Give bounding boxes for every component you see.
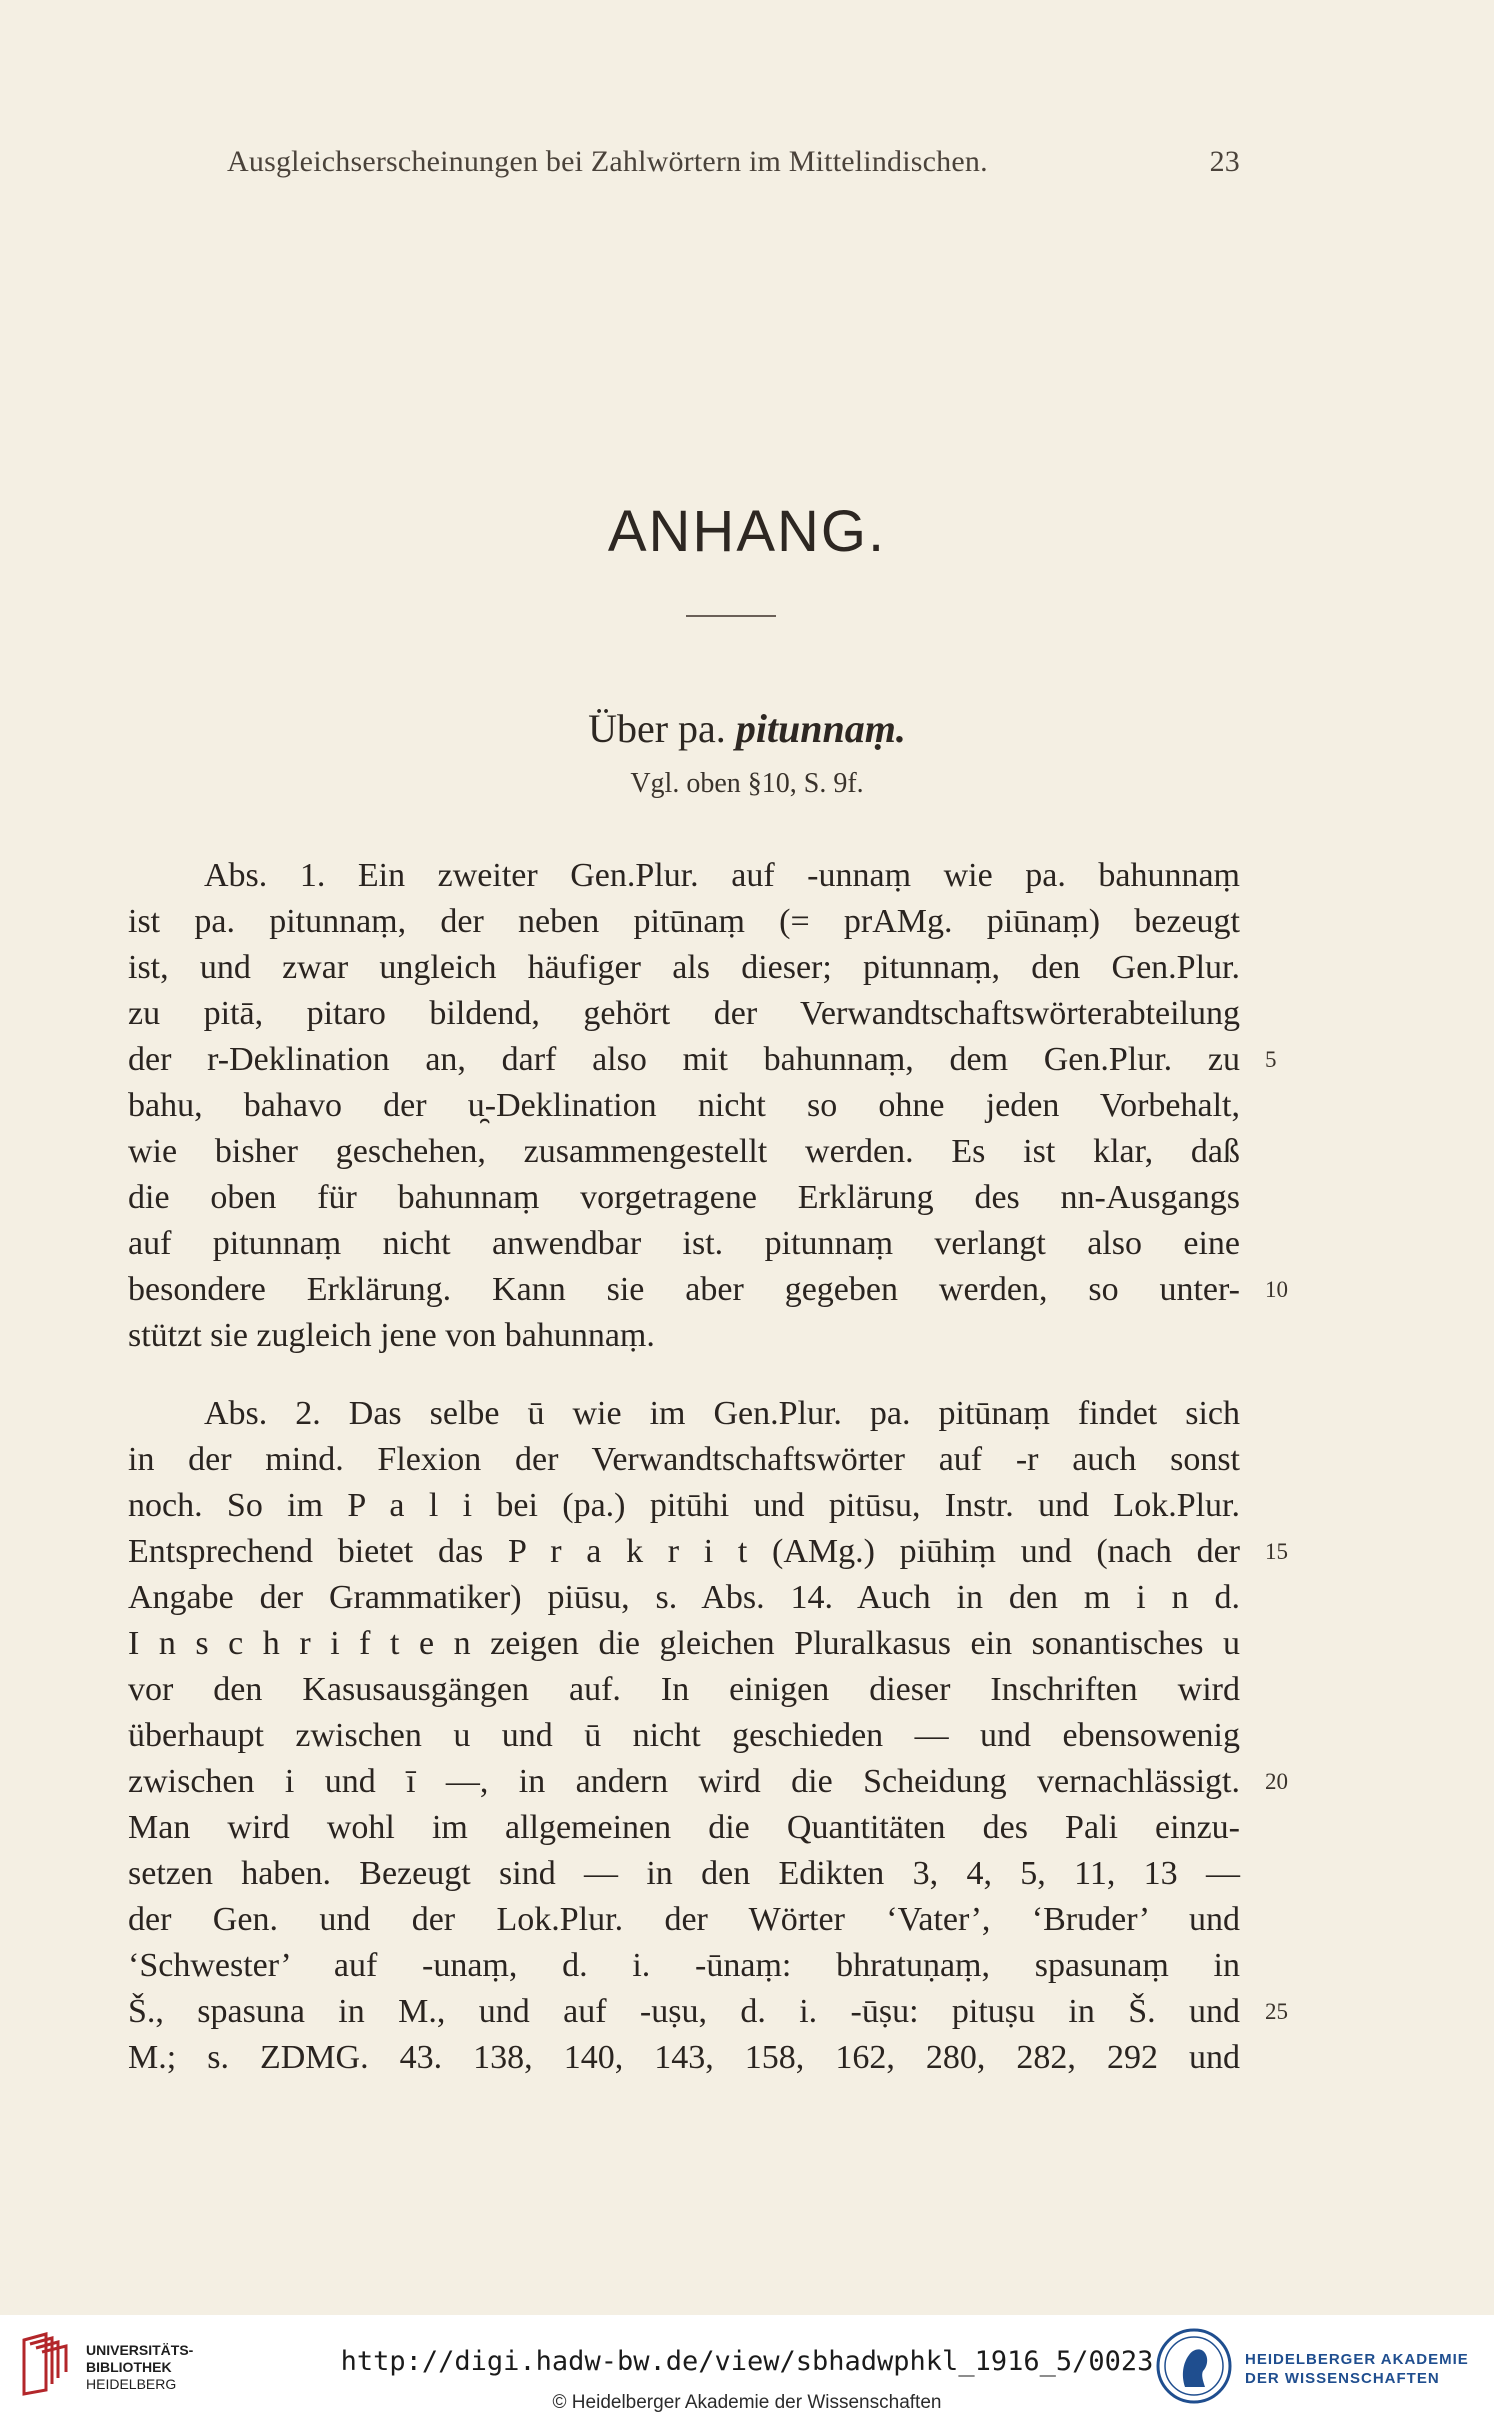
section-title (0, 705, 1494, 752)
heading-rule (686, 615, 776, 617)
text-line: stützt sie zugleich jene von bahunnaṃ. (128, 1317, 655, 1354)
text-line: bahu, bahavo der u̯-Deklination nicht so ohne jeden Vorbehalt, (128, 1087, 1240, 1124)
line-number: 25 (1265, 1999, 1288, 2024)
text-line: zu pitā, pitaro bildend, gehört der Verwandtschaftswörterabteilung (128, 995, 1240, 1032)
text-line: der r-Deklination an, darf also mit bahunnaṃ, dem Gen.Plur. zu (128, 1041, 1240, 1078)
page-number: 23 (1209, 145, 1240, 178)
text-line: M.; s. ZDMG. 43. 138, 140, 143, 158, 162, 280, 282, 292 und (128, 2039, 1240, 2076)
academy-seal-icon (1155, 2327, 1233, 2405)
text-line: zwischen i und ī —, in andern wird die Scheidung vernachlässigt. (128, 1763, 1240, 1800)
section-title-word: pitunnaṃ. (735, 706, 906, 751)
academy-name-line: HEIDELBERGER AKADEMIE (1245, 2351, 1469, 2368)
line-number: 10 (1265, 1277, 1288, 1302)
text-line: noch. So im P a l i bei (pa.) pitūhi und pitūsu, Instr. und Lok.Plur. (128, 1487, 1240, 1524)
text-line: ist, und zwar ungleich häufiger als dieser; pitunnaṃ, den Gen.Plur. (128, 949, 1240, 986)
text-line: auf pitunnaṃ nicht anwendbar ist. pitunnaṃ verlangt also eine (128, 1225, 1240, 1262)
permalink-url[interactable]: http://digi.hadw-bw.de/view/sbhadwphkl_1916_5/0023 (340, 2346, 1154, 2377)
library-name-line: BIBLIOTHEK (86, 2359, 172, 2375)
library-name-line: UNIVERSITÄTS- (86, 2342, 194, 2358)
text-line: Angabe der Grammatiker) piūsu, s. Abs. 14. Auch in den m i n d. (128, 1579, 1240, 1616)
copyright-notice: © Heidelberger Akademie der Wissenschaften (552, 2392, 942, 2413)
text-line: ist pa. pitunnaṃ, der neben pitūnaṃ (= prAMg. piūnaṃ) bezeugt (128, 903, 1240, 940)
section-subtitle: Vgl. oben §10, S. 9f. (630, 768, 864, 799)
text-line: Š., spasuna in M., und auf -uṣu, d. i. -ūṣu: pituṣu in Š. und (128, 1993, 1240, 2030)
text-line: Entsprechend bietet das P r a k r i t (AMg.) piūhiṃ und (nach der (128, 1533, 1240, 1570)
line-number: 15 (1265, 1539, 1288, 1564)
appendix-heading: ANHANG. (607, 499, 887, 564)
text-line: der Gen. und der Lok.Plur. der Wörter ‘Vater’, ‘Bruder’ und (128, 1901, 1240, 1938)
text-line: die oben für bahunnaṃ vorgetragene Erklärung des nn-Ausgangs (128, 1179, 1240, 1216)
line-number: 20 (1265, 1769, 1288, 1794)
section-title-prefix: Über pa. (588, 706, 726, 751)
text-line: I n s c h r i f t e n zeigen die gleichen Pluralkasus ein sonantisches u (128, 1625, 1240, 1662)
text-line: wie bisher geschehen, zusammengestellt werden. Es ist klar, daß (128, 1133, 1240, 1170)
running-head-title: Ausgleichserscheinungen bei Zahlwörtern im Mittelindischen. (227, 145, 988, 178)
text-line: in der mind. Flexion der Verwandtschaftswörter auf -r auch sonst (128, 1441, 1240, 1478)
text-line: Abs. 2. Das selbe ū wie im Gen.Plur. pa. pitūnaṃ findet sich (204, 1395, 1240, 1432)
text-line: Man wird wohl im allgemeinen die Quantitäten des Pali einzu- (128, 1809, 1240, 1846)
text-line: Abs. 1. Ein zweiter Gen.Plur. auf -unnaṃ wie pa. bahunnaṃ (204, 857, 1240, 894)
library-name-line: HEIDELBERG (86, 2376, 177, 2392)
text-line: besondere Erklärung. Kann sie aber gegeben werden, so unter- (128, 1271, 1240, 1308)
academy-name (1245, 2350, 1469, 2388)
text-line: ‘Schwester’ auf -unaṃ, d. i. -ūnaṃ: bhratuṇaṃ, spasunaṃ in (128, 1947, 1240, 1984)
academy-name-line: DER WISSENSCHAFTEN (1245, 2370, 1440, 2387)
line-number: 5 (1265, 1047, 1277, 1072)
text-line: setzen haben. Bezeugt sind — in den Edikten 3, 4, 5, 11, 13 — (128, 1855, 1240, 1892)
text-line: vor den Kasusausgängen auf. In einigen dieser Inschriften wird (128, 1671, 1240, 1708)
text-line: überhaupt zwischen u und ū nicht geschieden — und ebensowenig (128, 1717, 1240, 1754)
